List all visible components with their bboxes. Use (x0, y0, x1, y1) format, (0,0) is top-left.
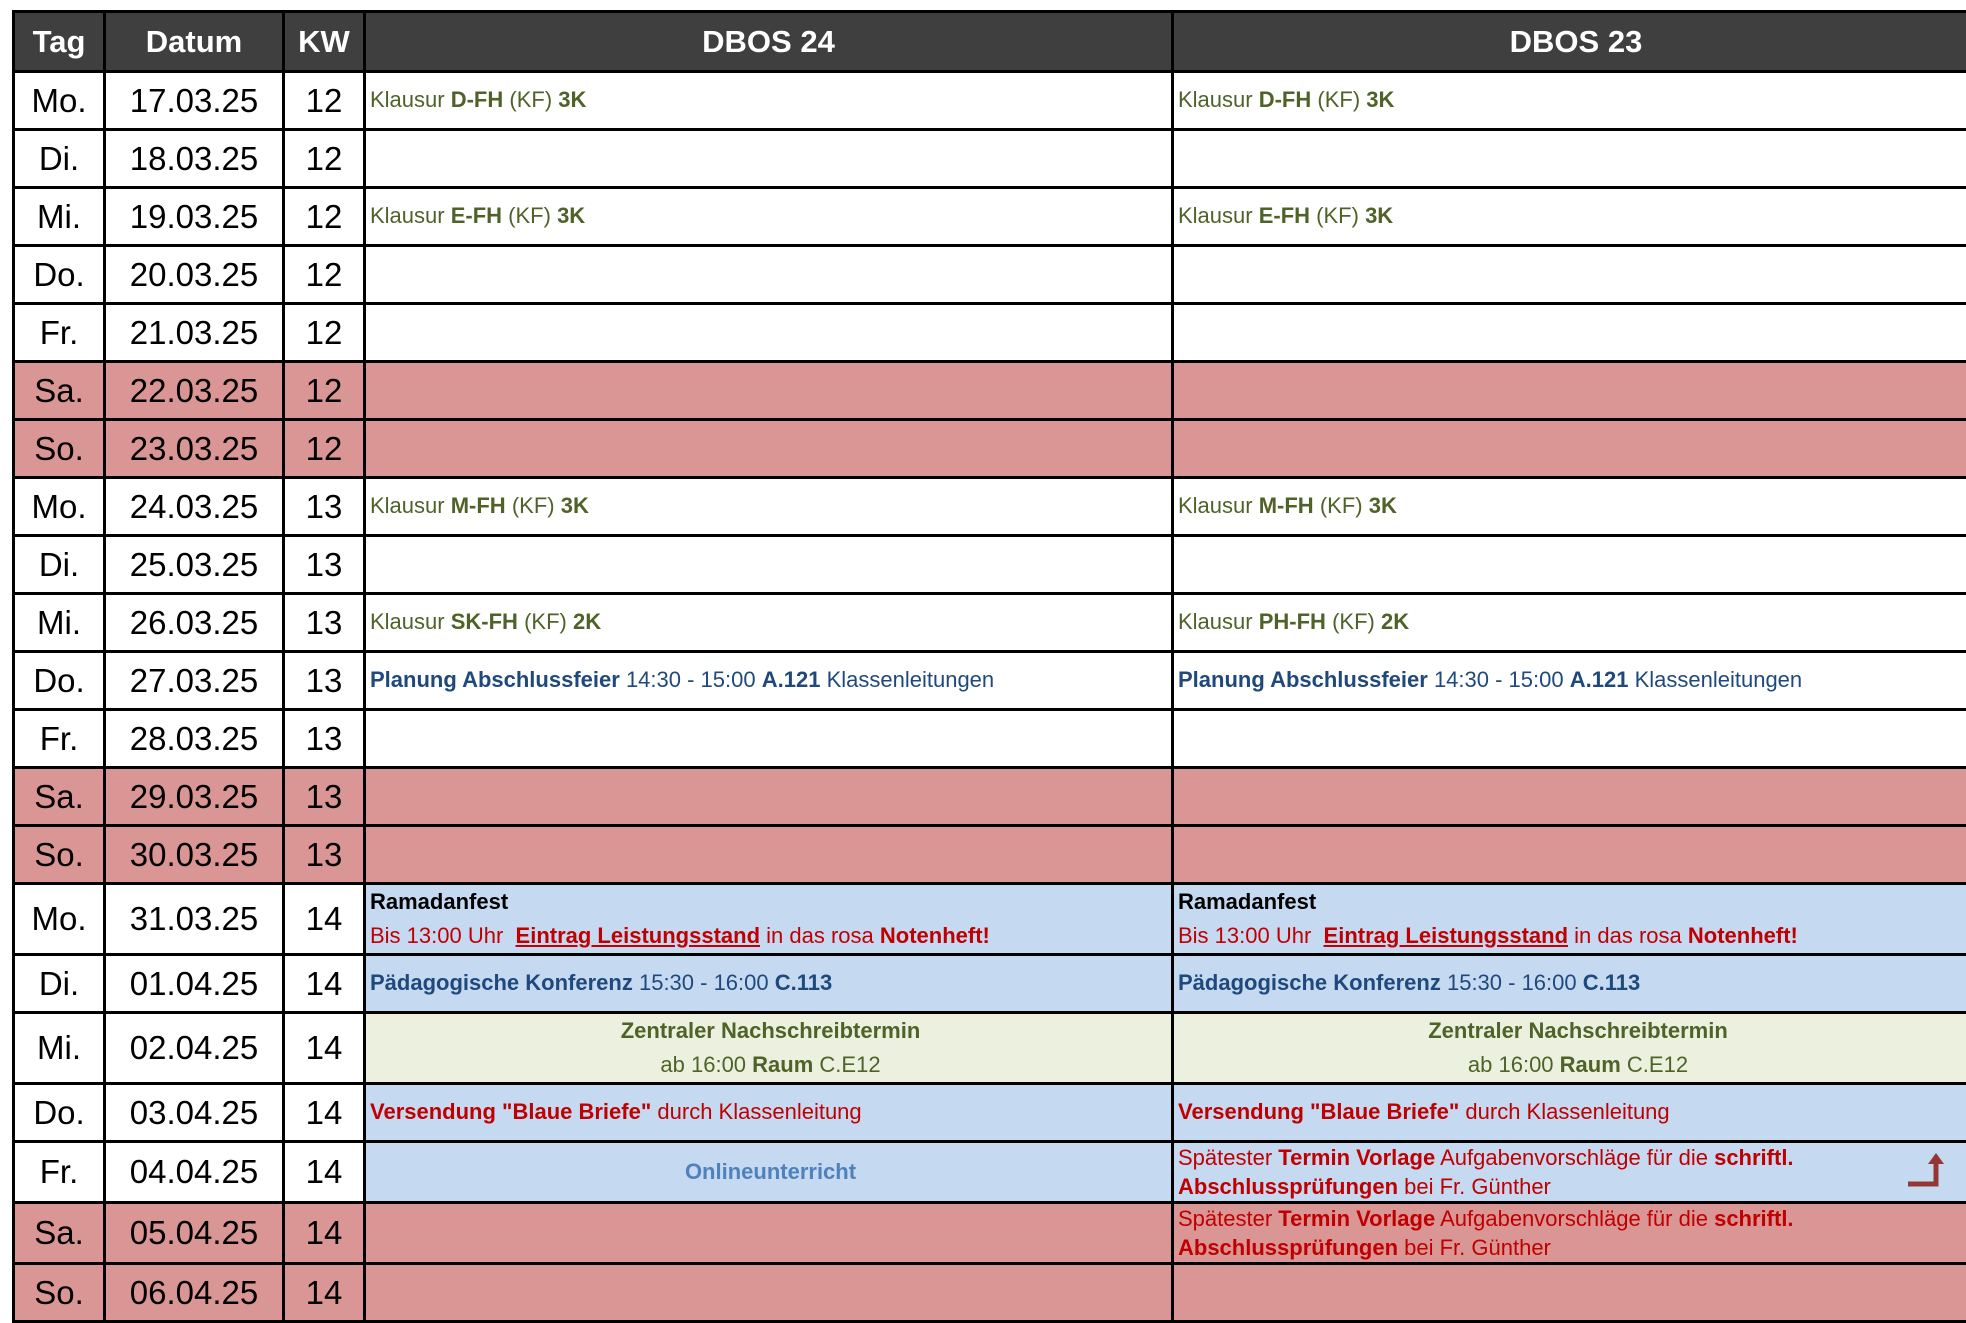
event-p5: Abschlussprüfungen (1178, 1235, 1398, 1260)
cell-tag[interactable]: Mi. (14, 594, 105, 652)
cell-kw[interactable]: 13 (284, 536, 365, 594)
event-p2: Termin Vorlage (1278, 1145, 1435, 1170)
event-title: Zentraler Nachschreibtermin (621, 1018, 921, 1043)
cell-datum[interactable]: 25.03.25 (105, 536, 284, 594)
cell-kw[interactable]: 12 (284, 362, 365, 420)
event-subject: D-FH (1259, 87, 1312, 112)
event-p1: Spätester (1178, 1145, 1272, 1170)
event-kf: (KF) (1332, 609, 1375, 634)
table-row (14, 478, 1966, 536)
event-title: Planung Abschlussfeier (370, 667, 620, 692)
event-klausur-label: Klausur (1178, 203, 1253, 228)
cell-tag[interactable]: So. (14, 420, 105, 478)
cell-datum[interactable]: 01.04.25 (105, 955, 284, 1013)
event-line-time: Bis 13:00 Uhr (1178, 923, 1311, 948)
schedule-table (12, 10, 1966, 1323)
event-line-entry: Eintrag Leistungsstand (516, 923, 760, 948)
cell-kw[interactable]: 12 (284, 304, 365, 362)
cell-datum[interactable]: 21.03.25 (105, 304, 284, 362)
table-row-weekend (14, 1203, 1966, 1264)
cell-tag[interactable]: Do. (14, 246, 105, 304)
event-subject: D-FH (451, 87, 504, 112)
cell-kw[interactable]: 14 (284, 1142, 365, 1203)
cell-tag[interactable]: So. (14, 826, 105, 884)
event-count: 3K (1366, 87, 1394, 112)
event-p6: bei Fr. Günther (1404, 1235, 1551, 1260)
table-row (14, 652, 1966, 710)
event-kf: (KF) (1320, 493, 1363, 518)
table-row (14, 72, 1966, 130)
cell-kw[interactable]: 13 (284, 594, 365, 652)
cell-tag[interactable]: Fr. (14, 710, 105, 768)
cell-dbos24[interactable] (365, 478, 1173, 536)
cell-dbos23[interactable] (1173, 1142, 1966, 1203)
table-row (14, 1142, 1966, 1203)
event-count: 2K (573, 609, 601, 634)
event-klausur-label: Klausur (370, 87, 445, 112)
cell-dbos23[interactable] (1173, 536, 1966, 594)
table-row (14, 130, 1966, 188)
cell-datum[interactable]: 20.03.25 (105, 246, 284, 304)
event-klausur-label: Klausur (370, 203, 445, 228)
cell-tag[interactable]: Sa. (14, 768, 105, 826)
cell-datum[interactable]: 30.03.25 (105, 826, 284, 884)
cell-dbos23[interactable] (1173, 72, 1966, 130)
cell-tag[interactable]: Fr. (14, 304, 105, 362)
cell-tag[interactable]: Sa. (14, 362, 105, 420)
table-row-weekend (14, 362, 1966, 420)
cell-tag[interactable]: Di. (14, 130, 105, 188)
event-online: Onlineunterricht (685, 1159, 856, 1184)
cell-datum[interactable]: 28.03.25 (105, 710, 284, 768)
event-klausur-label: Klausur (1178, 87, 1253, 112)
cell-dbos23[interactable] (1173, 955, 1966, 1013)
cell-datum[interactable]: 18.03.25 (105, 130, 284, 188)
event-kf: (KF) (512, 493, 555, 518)
event-title: Ramadanfest (1178, 889, 1316, 914)
header-row (14, 12, 1966, 72)
cell-dbos24[interactable] (365, 362, 1173, 420)
cell-tag[interactable]: Do. (14, 1084, 105, 1142)
cell-dbos24[interactable] (365, 1264, 1173, 1322)
event-kf: (KF) (1316, 203, 1359, 228)
event-title: Pädagogische Konferenz (1178, 970, 1441, 995)
cell-tag[interactable]: Di. (14, 955, 105, 1013)
event-subject: M-FH (1259, 493, 1314, 518)
cell-tag[interactable]: Mi. (14, 1013, 105, 1084)
table-row (14, 304, 1966, 362)
cell-dbos23[interactable] (1173, 362, 1966, 420)
table-row-weekend (14, 1264, 1966, 1322)
cell-dbos23[interactable] (1173, 130, 1966, 188)
cell-datum[interactable]: 04.04.25 (105, 1142, 284, 1203)
event-p4: schriftl. (1714, 1206, 1793, 1231)
event-raum-label: Raum (1560, 1052, 1621, 1077)
table-row (14, 710, 1966, 768)
cell-tag[interactable]: So. (14, 1264, 105, 1322)
event-count: 3K (561, 493, 589, 518)
cell-dbos23[interactable] (1173, 304, 1966, 362)
event-count: 2K (1381, 609, 1409, 634)
event-time: ab 16:00 (660, 1052, 746, 1077)
event-klausur-label: Klausur (370, 609, 445, 634)
event-time: 14:30 - 15:00 (1434, 667, 1564, 692)
cell-kw[interactable]: 13 (284, 652, 365, 710)
cell-dbos24[interactable] (365, 1084, 1173, 1142)
cell-kw[interactable]: 13 (284, 768, 365, 826)
cell-dbos24[interactable] (365, 130, 1173, 188)
cell-dbos23[interactable] (1173, 594, 1966, 652)
cell-tag[interactable]: Do. (14, 652, 105, 710)
event-room: C.113 (775, 970, 833, 995)
cell-dbos23[interactable] (1173, 1264, 1966, 1322)
event-title: Planung Abschlussfeier (1178, 667, 1428, 692)
cell-dbos23[interactable] (1173, 1084, 1966, 1142)
cell-datum[interactable]: 06.04.25 (105, 1264, 284, 1322)
event-line-mid: in das rosa (1574, 923, 1682, 948)
event-p2: Termin Vorlage (1278, 1206, 1435, 1231)
cell-kw[interactable]: 13 (284, 710, 365, 768)
event-rest: durch Klassenleitung (657, 1099, 861, 1124)
event-line-time: Bis 13:00 Uhr (370, 923, 503, 948)
cell-dbos23[interactable] (1173, 710, 1966, 768)
table-row-weekend (14, 420, 1966, 478)
cell-tag[interactable]: Di. (14, 536, 105, 594)
cell-dbos24[interactable] (365, 826, 1173, 884)
cell-dbos23[interactable] (1173, 884, 1966, 955)
cell-dbos24[interactable] (365, 304, 1173, 362)
cell-dbos24[interactable] (365, 884, 1173, 955)
event-count: 3K (558, 87, 586, 112)
cell-dbos24[interactable] (365, 188, 1173, 246)
event-subject: E-FH (1259, 203, 1310, 228)
cell-datum[interactable]: 02.04.25 (105, 1013, 284, 1084)
cell-dbos23[interactable] (1173, 1203, 1966, 1264)
cell-dbos24[interactable] (365, 536, 1173, 594)
cell-datum[interactable]: 27.03.25 (105, 652, 284, 710)
cell-datum[interactable]: 03.04.25 (105, 1084, 284, 1142)
cell-datum[interactable]: 19.03.25 (105, 188, 284, 246)
cell-dbos24[interactable] (365, 768, 1173, 826)
event-title: Pädagogische Konferenz (370, 970, 633, 995)
event-klausur-label: Klausur (370, 493, 445, 518)
event-time: 14:30 - 15:00 (626, 667, 756, 692)
cell-kw[interactable]: 12 (284, 420, 365, 478)
cell-dbos24[interactable] (365, 594, 1173, 652)
event-subject: M-FH (451, 493, 506, 518)
table-row (14, 955, 1966, 1013)
cell-kw[interactable]: 12 (284, 188, 365, 246)
event-line-end: Notenheft! (1688, 923, 1798, 948)
event-title: Versendung "Blaue Briefe" (370, 1099, 651, 1124)
cell-dbos24[interactable] (365, 710, 1173, 768)
cell-datum[interactable]: 26.03.25 (105, 594, 284, 652)
cell-kw[interactable]: 13 (284, 826, 365, 884)
cell-dbos23[interactable] (1173, 652, 1966, 710)
event-room: A.121 (762, 667, 821, 692)
cell-kw[interactable]: 14 (284, 1013, 365, 1084)
event-line-mid: in das rosa (766, 923, 874, 948)
event-p3: Aufgabenvorschläge für die (1440, 1206, 1708, 1231)
cell-datum[interactable]: 29.03.25 (105, 768, 284, 826)
event-subject: E-FH (451, 203, 502, 228)
cell-dbos24[interactable] (365, 1142, 1173, 1203)
event-title: Ramadanfest (370, 889, 508, 914)
cell-dbos24[interactable] (365, 955, 1173, 1013)
table-row (14, 536, 1966, 594)
cell-kw[interactable]: 14 (284, 1084, 365, 1142)
event-kf: (KF) (524, 609, 567, 634)
header-kw[interactable]: KW (284, 12, 365, 72)
table-row (14, 1013, 1966, 1084)
event-count: 3K (557, 203, 585, 228)
cell-datum[interactable]: 17.03.25 (105, 72, 284, 130)
cell-dbos24[interactable] (365, 1013, 1173, 1084)
event-time: 15:30 - 16:00 (639, 970, 769, 995)
cell-dbos23[interactable] (1173, 188, 1966, 246)
event-p1: Spätester (1178, 1206, 1272, 1231)
cell-dbos23[interactable] (1173, 420, 1966, 478)
cell-datum[interactable]: 31.03.25 (105, 884, 284, 955)
event-time: 15:30 - 16:00 (1447, 970, 1577, 995)
header-datum[interactable]: Datum (105, 12, 284, 72)
cell-tag[interactable]: Mi. (14, 188, 105, 246)
cell-tag[interactable]: Mo. (14, 478, 105, 536)
table-row (14, 1084, 1966, 1142)
cell-kw[interactable]: 14 (284, 1264, 365, 1322)
event-kf: (KF) (1317, 87, 1360, 112)
table-row (14, 594, 1966, 652)
table-row-weekend (14, 826, 1966, 884)
event-title: Versendung "Blaue Briefe" (1178, 1099, 1459, 1124)
event-klausur-label: Klausur (1178, 493, 1253, 518)
cell-kw[interactable]: 14 (284, 955, 365, 1013)
table-row (14, 246, 1966, 304)
event-p6: bei Fr. Günther (1404, 1174, 1551, 1199)
cell-kw[interactable]: 12 (284, 130, 365, 188)
event-line-entry: Eintrag Leistungsstand (1324, 923, 1568, 948)
event-who: Klassenleitungen (1635, 667, 1803, 692)
cell-dbos24[interactable] (365, 652, 1173, 710)
header-dbos24[interactable]: DBOS 24 (365, 12, 1173, 72)
cell-dbos23[interactable] (1173, 246, 1966, 304)
event-p3: Aufgabenvorschläge für die (1440, 1145, 1708, 1170)
table-row (14, 188, 1966, 246)
cell-kw[interactable]: 14 (284, 1203, 365, 1264)
event-raum-label: Raum (752, 1052, 813, 1077)
table-row (14, 884, 1966, 955)
cell-tag[interactable]: Sa. (14, 1203, 105, 1264)
cell-datum[interactable]: 23.03.25 (105, 420, 284, 478)
cell-kw[interactable]: 14 (284, 884, 365, 955)
cell-tag[interactable]: Mo. (14, 884, 105, 955)
return-arrow-icon (1906, 1150, 1946, 1190)
event-p4: schriftl. (1714, 1145, 1793, 1170)
cell-datum[interactable]: 05.04.25 (105, 1203, 284, 1264)
header-tag[interactable]: Tag (14, 12, 105, 72)
event-room: C.E12 (1627, 1052, 1688, 1077)
event-time: ab 16:00 (1468, 1052, 1554, 1077)
event-kf: (KF) (508, 203, 551, 228)
event-subject: SK-FH (451, 609, 518, 634)
cell-dbos23[interactable] (1173, 1013, 1966, 1084)
cell-datum[interactable]: 22.03.25 (105, 362, 284, 420)
event-rest: durch Klassenleitung (1465, 1099, 1669, 1124)
cell-kw[interactable]: 12 (284, 72, 365, 130)
cell-dbos24[interactable] (365, 420, 1173, 478)
event-count: 3K (1365, 203, 1393, 228)
cell-dbos24[interactable] (365, 246, 1173, 304)
cell-dbos23[interactable] (1173, 826, 1966, 884)
cell-tag[interactable]: Fr. (14, 1142, 105, 1203)
cell-kw[interactable]: 12 (284, 246, 365, 304)
event-room: A.121 (1570, 667, 1629, 692)
cell-dbos24[interactable] (365, 1203, 1173, 1264)
event-kf: (KF) (509, 87, 552, 112)
table-row-weekend (14, 768, 1966, 826)
event-room: C.113 (1583, 970, 1641, 995)
cell-dbos23[interactable] (1173, 768, 1966, 826)
cell-dbos24[interactable] (365, 72, 1173, 130)
event-line-end: Notenheft! (880, 923, 990, 948)
header-dbos23[interactable]: DBOS 23 (1173, 12, 1966, 72)
event-who: Klassenleitungen (827, 667, 995, 692)
event-p5: Abschlussprüfungen (1178, 1174, 1398, 1199)
cell-tag[interactable]: Mo. (14, 72, 105, 130)
event-count: 3K (1369, 493, 1397, 518)
event-subject: PH-FH (1259, 609, 1326, 634)
cell-dbos23[interactable] (1173, 478, 1966, 536)
event-title: Zentraler Nachschreibtermin (1428, 1018, 1728, 1043)
cell-datum[interactable]: 24.03.25 (105, 478, 284, 536)
event-room: C.E12 (819, 1052, 880, 1077)
event-klausur-label: Klausur (1178, 609, 1253, 634)
cell-kw[interactable]: 13 (284, 478, 365, 536)
